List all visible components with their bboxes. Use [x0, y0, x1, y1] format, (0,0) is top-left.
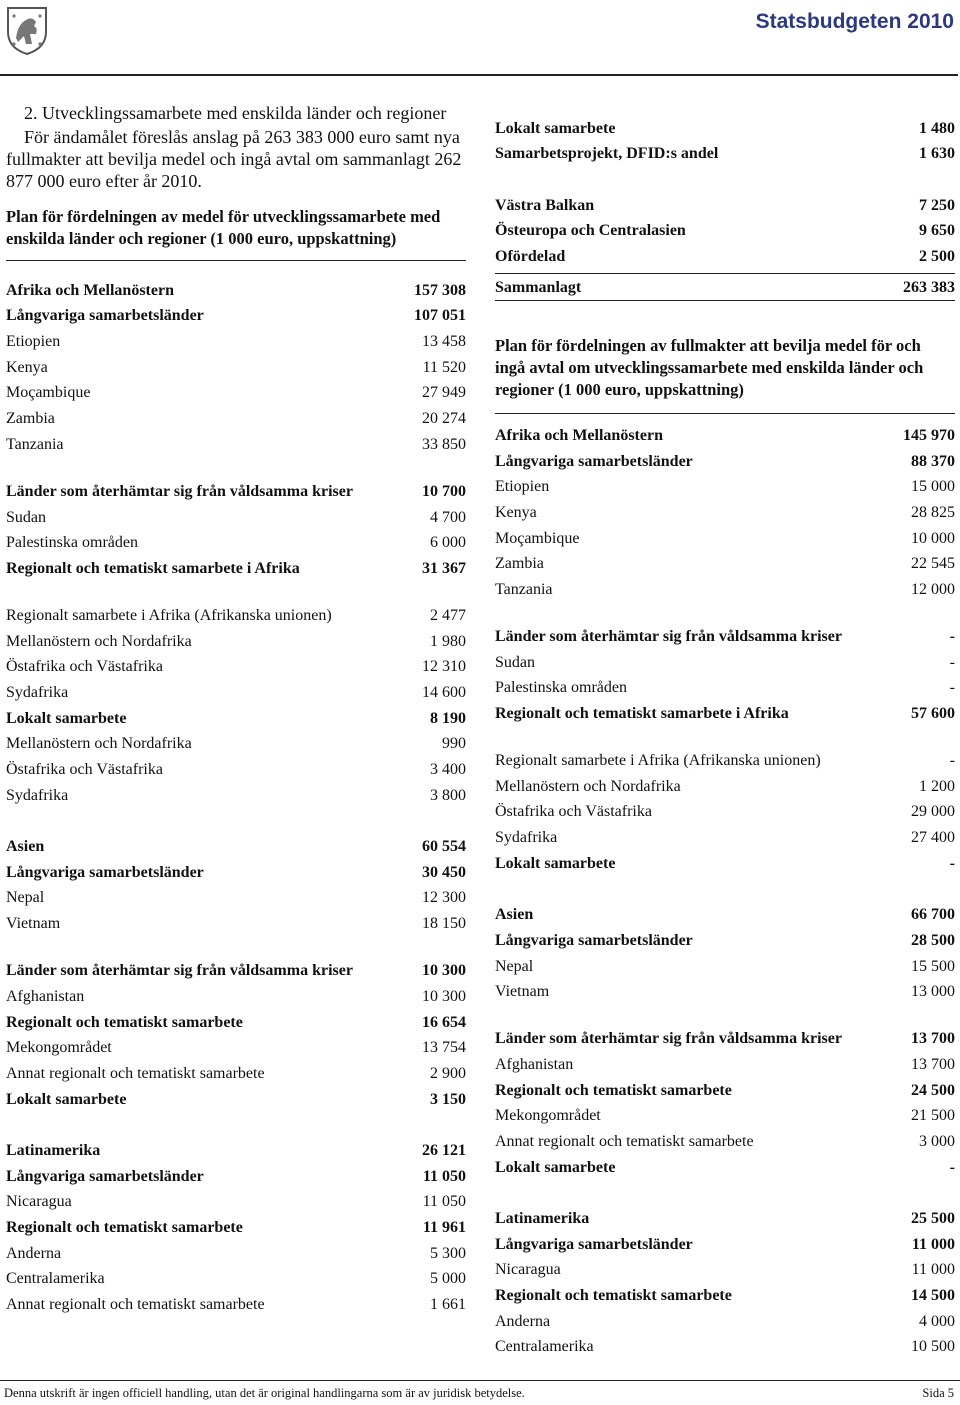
row-value: 13 700 [911, 1055, 955, 1073]
row-value: 11 000 [911, 1261, 955, 1279]
table-row [495, 549, 955, 575]
row-value: - [949, 653, 955, 671]
row-value: 26 121 [422, 1141, 466, 1159]
page-header [0, 0, 960, 70]
row-value: 13 700 [911, 1030, 955, 1048]
row-label: Afrika och Mellanöstern [495, 426, 663, 444]
row-label: Lokalt samarbete [6, 1090, 127, 1108]
table-row [6, 528, 466, 554]
table-row [6, 378, 466, 404]
table-row [6, 301, 466, 327]
row-label: Länder som återhämtar sig från våldsamma kriser [6, 962, 353, 980]
row-label: Centralamerika [495, 1338, 594, 1356]
row-value: 11 000 [911, 1235, 955, 1253]
table-row [495, 698, 955, 724]
row-value: 31 367 [422, 559, 466, 577]
row-value: 10 500 [911, 1338, 955, 1356]
footer-divider [0, 1380, 960, 1381]
row-value: 1 630 [919, 145, 955, 163]
total-label: Sammanlagt [495, 279, 582, 297]
row-value: - [949, 1158, 955, 1176]
row-label: Östafrika och Västafrika [495, 803, 652, 821]
table-row [6, 780, 466, 806]
row-value: 13 458 [422, 333, 466, 351]
row-label: Moçambique [6, 384, 91, 402]
row-label: Kenya [6, 358, 48, 376]
row-value: 1 980 [430, 632, 466, 650]
row-label: Samarbetsprojekt, DFID:s andel [495, 145, 719, 163]
row-label: Regionalt och tematiskt samarbete i Afrika [6, 559, 300, 577]
table-row [495, 1280, 955, 1306]
row-label: Sudan [495, 653, 535, 671]
row-value: 29 000 [911, 803, 955, 821]
row-value: 12 310 [422, 658, 466, 676]
row-label: Lokalt samarbete [495, 1158, 616, 1176]
row-label: Lokalt samarbete [495, 854, 616, 872]
row-value: 25 500 [911, 1210, 955, 1227]
row-label: Palestinska områden [495, 679, 627, 697]
table-row [6, 326, 466, 352]
row-label: Östafrika och Västafrika [6, 658, 163, 676]
row-value: 28 825 [911, 503, 955, 521]
row-value: 2 477 [430, 606, 466, 624]
row-value: 12 300 [422, 889, 466, 907]
row-value: 11 050 [422, 1193, 466, 1211]
right-column [495, 113, 955, 1357]
row-value: 8 190 [430, 709, 466, 727]
row-label: Latinamerika [495, 1210, 590, 1227]
row-value: 107 051 [414, 307, 466, 325]
total-bottom-rule [495, 300, 955, 301]
table-row [495, 771, 955, 797]
fullmakter-table [495, 420, 955, 1357]
row-label: Regionalt och tematiskt samarbete [495, 1287, 732, 1305]
section-heading: 2. Utvecklingssamarbete med enskilda länder och regioner [24, 103, 447, 123]
row-label: Regionalt och tematiskt samarbete i Afrika [495, 705, 789, 722]
left-column [6, 102, 466, 1315]
row-value: 28 500 [911, 931, 955, 949]
row-value: 16 654 [422, 1013, 466, 1031]
row-value: 18 150 [422, 915, 466, 933]
row-label: Centralamerika [6, 1270, 105, 1288]
table-row [6, 502, 466, 528]
table-row [6, 455, 466, 502]
row-value: 3 400 [430, 761, 466, 778]
row-label: Västra Balkan [495, 196, 595, 214]
row-value: 20 274 [422, 410, 466, 428]
finnish-coat-of-arms-icon [4, 4, 50, 56]
row-label: Nepal [6, 889, 45, 907]
row-label: Mekongområdet [6, 1039, 112, 1057]
table-row [6, 883, 466, 909]
table-row [495, 1101, 955, 1127]
table-row [495, 899, 955, 925]
table-row [495, 1075, 955, 1101]
table-row [6, 553, 466, 579]
table-row [495, 1306, 955, 1332]
table-row [6, 429, 466, 455]
table-row [6, 1033, 466, 1059]
table-row [495, 1203, 955, 1229]
row-value: 11 050 [422, 1167, 466, 1185]
row-value: 2 900 [430, 1064, 466, 1082]
table-row [495, 724, 955, 771]
row-label: Ofördelad [495, 248, 566, 266]
table-row [6, 831, 466, 857]
row-label: Kenya [495, 503, 537, 521]
row-label: Lokalt samarbete [6, 709, 127, 727]
row-label: Lokalt samarbete [495, 119, 616, 137]
table-row [6, 1212, 466, 1238]
table-row [495, 925, 955, 951]
intro-paragraph: För ändamålet föreslås anslag på 263 383 000 euro samt nya fullmakter att bevilja medel och ingå avtal om sammanlagt 262 877 000 euro efter år 2010. [6, 127, 462, 191]
row-label: Länder som återhämtar sig från våldsamma kriser [495, 1030, 842, 1048]
table-row [495, 977, 955, 1003]
row-value: 88 370 [911, 452, 955, 470]
row-label: Tanzania [495, 580, 553, 598]
row-value: - [949, 752, 955, 769]
row-label: Annat regionalt och tematiskt samarbete [495, 1132, 754, 1150]
fullmakter-plan-heading: Plan för fördelningen av fullmakter att bevilja medel för och ingå avtal om utvecklingssamarbete med enskilda länder och regioner (1 000 euro, uppskattning) [495, 336, 924, 400]
table-row [6, 626, 466, 652]
row-label: Afrika och Mellanöstern [6, 281, 174, 299]
row-value: 27 949 [422, 384, 466, 402]
row-label: Asien [495, 906, 534, 924]
total-row [495, 274, 955, 298]
row-value: 2 500 [919, 248, 955, 266]
table-row [495, 822, 955, 848]
table-row [6, 403, 466, 429]
row-label: Långvariga samarbetsländer [495, 1235, 693, 1253]
row-label: Latinamerika [6, 1141, 101, 1159]
row-value: 3 000 [919, 1132, 955, 1150]
header-divider [0, 74, 958, 76]
row-label: Långvariga samarbetsländer [495, 452, 693, 470]
plan-heading: Plan för fördelningen av medel för utvecklingssamarbete med enskilda länder och regioner (1 000 euro, uppskattning) [6, 207, 441, 248]
row-label: Mellanöstern och Nordafrika [495, 777, 681, 795]
table-row [6, 857, 466, 883]
page-number: Sida 5 [922, 1386, 954, 1400]
row-label: Moçambique [495, 529, 580, 547]
row-value: 30 450 [422, 863, 466, 881]
row-value: 9 650 [919, 222, 955, 240]
table-row [495, 797, 955, 823]
row-value: 15 500 [911, 957, 955, 975]
table-row [495, 673, 955, 699]
row-label: Nicaragua [6, 1193, 72, 1211]
row-label: Palestinska områden [6, 534, 138, 552]
row-label: Mellanöstern och Nordafrika [6, 632, 192, 650]
row-value: 3 150 [430, 1090, 466, 1108]
row-label: Mellanöstern och Nordafrika [6, 735, 192, 753]
table-row [495, 1049, 955, 1075]
table-row [495, 1255, 955, 1281]
row-label: Långvariga samarbetsländer [6, 307, 204, 325]
row-label: Sydafrika [495, 829, 558, 847]
row-value: 10 300 [422, 987, 466, 1005]
table-row [6, 1058, 466, 1084]
table-row [6, 934, 466, 981]
row-value: 1 200 [919, 777, 955, 795]
row-label: Zambia [6, 410, 55, 428]
row-label: Sudan [6, 508, 46, 526]
row-label: Regionalt och tematiskt samarbete [495, 1081, 732, 1099]
row-value: - [949, 679, 955, 697]
row-value: 33 850 [422, 435, 466, 453]
row-spacer [495, 874, 955, 900]
row-label: Vietnam [6, 915, 61, 933]
row-value: 27 400 [911, 829, 955, 847]
row-value: 22 545 [911, 555, 955, 573]
row-label: Nepal [495, 957, 534, 975]
footer-note: Denna utskrift är ingen officiell handling, utan det är original handlingarna som är av juridisk betydelse. [4, 1386, 525, 1400]
row-label: Afghanistan [495, 1055, 574, 1073]
row-label: Regionalt samarbete i Afrika (Afrikanska unionen) [6, 606, 332, 624]
row-value: 11 520 [422, 358, 466, 376]
table-row [495, 216, 955, 242]
row-label: Länder som återhämtar sig från våldsamma kriser [495, 627, 842, 645]
row-value: 1 480 [919, 119, 955, 137]
row-label: Annat regionalt och tematiskt samarbete [6, 1296, 265, 1314]
table-row [495, 1332, 955, 1358]
row-spacer [495, 1178, 955, 1204]
table-row [495, 472, 955, 498]
row-value: 10 300 [422, 962, 466, 980]
row-label: Sydafrika [6, 683, 69, 701]
row-label: Regionalt samarbete i Afrika (Afrikanska unionen) [495, 752, 821, 769]
table-row [495, 574, 955, 600]
row-label: Långvariga samarbetsländer [6, 1167, 204, 1185]
table-row [495, 139, 955, 165]
row-label: Anderna [495, 1312, 551, 1330]
row-label: Anderna [6, 1244, 62, 1262]
row-spacer [6, 1110, 466, 1136]
table-row [495, 497, 955, 523]
row-value: 11 961 [422, 1219, 466, 1236]
row-value: 15 000 [911, 478, 955, 496]
table-row [495, 600, 955, 647]
row-spacer [6, 806, 466, 832]
table-row [495, 113, 955, 139]
row-label: Annat regionalt och tematiskt samarbete [6, 1064, 265, 1082]
table-row [6, 652, 466, 678]
table-row [495, 241, 955, 267]
row-label: Regionalt och tematiskt samarbete [6, 1219, 243, 1236]
table-row [6, 677, 466, 703]
table-row [495, 1002, 955, 1049]
row-value: 24 500 [911, 1081, 955, 1099]
table-row [6, 703, 466, 729]
row-label: Etiopien [495, 478, 550, 496]
table-row [495, 446, 955, 472]
row-value: 5 000 [430, 1270, 466, 1288]
table-row [6, 1135, 466, 1161]
row-label: Långvariga samarbetsländer [495, 931, 693, 949]
row-value: 13 754 [422, 1039, 466, 1057]
row-value: 57 600 [911, 705, 955, 722]
row-value: 3 800 [430, 786, 466, 804]
row-value: 4 700 [430, 508, 466, 526]
row-label: Zambia [495, 555, 544, 573]
document-title: Statsbudgeten 2010 [755, 10, 954, 33]
row-value: 14 600 [422, 683, 466, 701]
row-value: 13 000 [911, 983, 955, 1001]
fullmakter-top-rule [495, 413, 955, 414]
row-label: Länder som återhämtar sig från våldsamma kriser [6, 482, 353, 500]
table-row [495, 951, 955, 977]
row-label: Sydafrika [6, 786, 69, 804]
row-value: 157 308 [414, 281, 466, 299]
row-label: Långvariga samarbetsländer [6, 863, 204, 881]
row-label: Mekongområdet [495, 1107, 601, 1125]
row-value: 66 700 [911, 906, 955, 924]
table-row [6, 1084, 466, 1110]
table-row [6, 908, 466, 934]
row-value: 10 000 [911, 529, 955, 547]
row-value: 6 000 [430, 534, 466, 552]
table-row [6, 981, 466, 1007]
row-label: Afghanistan [6, 987, 85, 1005]
table-row [495, 848, 955, 874]
row-value: 4 000 [919, 1312, 955, 1330]
row-value: - [949, 854, 955, 872]
row-label: Etiopien [6, 333, 61, 351]
distribution-table-continued [495, 113, 955, 267]
table-row [6, 1264, 466, 1290]
table-row [6, 754, 466, 780]
table-row [495, 647, 955, 673]
total-value: 263 383 [903, 279, 955, 297]
table-row [495, 523, 955, 549]
table-row [6, 579, 466, 626]
row-value: 145 970 [903, 426, 955, 444]
row-label: Nicaragua [495, 1261, 561, 1279]
table-row [6, 1238, 466, 1264]
row-value: 21 500 [911, 1107, 955, 1125]
row-value: 60 554 [422, 838, 466, 856]
distribution-table [6, 275, 466, 1315]
table-row [6, 1161, 466, 1187]
table-row [495, 420, 955, 446]
row-spacer [495, 164, 955, 190]
table-row [6, 1289, 466, 1315]
row-label: Tanzania [6, 435, 64, 453]
table-row [6, 1187, 466, 1213]
row-label: Regionalt och tematiskt samarbete [6, 1013, 243, 1031]
row-label: Vietnam [495, 983, 550, 1001]
table-row [6, 729, 466, 755]
row-value: 990 [442, 735, 466, 753]
table-row [495, 1152, 955, 1178]
row-value: 7 250 [919, 196, 955, 214]
row-label: Östeuropa och Centralasien [495, 222, 686, 240]
table-row [6, 1007, 466, 1033]
row-value: 14 500 [911, 1287, 955, 1305]
table-top-rule [6, 260, 466, 261]
row-value: 1 661 [430, 1296, 466, 1314]
row-value: 12 000 [911, 580, 955, 598]
table-row [495, 1126, 955, 1152]
table-row [495, 1229, 955, 1255]
row-label: Östafrika och Västafrika [6, 761, 163, 778]
row-value: 5 300 [430, 1244, 466, 1262]
table-row [6, 352, 466, 378]
row-value: - [949, 627, 955, 645]
row-label: Asien [6, 838, 45, 856]
table-row [6, 275, 466, 301]
table-row [495, 190, 955, 216]
row-value: 10 700 [422, 482, 466, 500]
